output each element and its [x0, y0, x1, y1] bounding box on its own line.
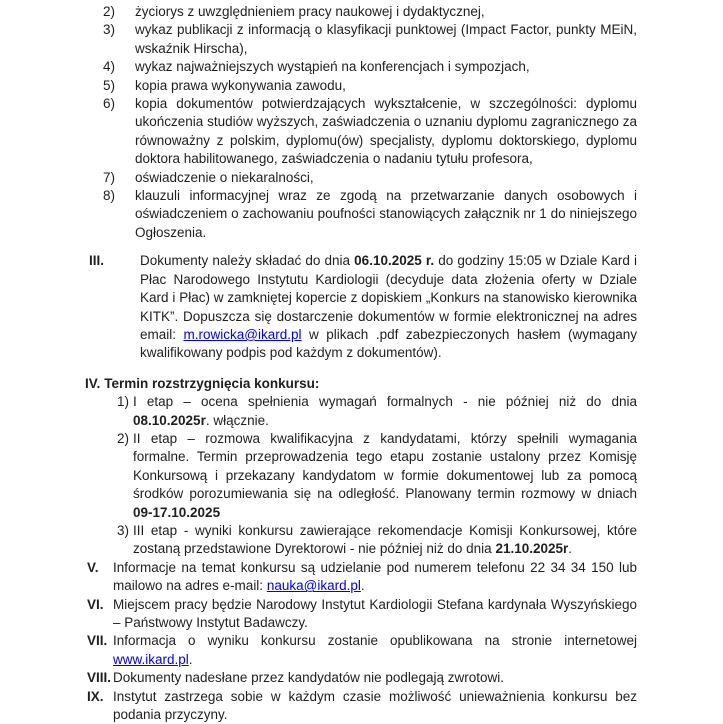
item-number: 4) [103, 59, 116, 75]
stage-number: 1) [117, 394, 130, 410]
stage-text [133, 393, 637, 430]
list-item-3 [103, 21, 637, 58]
section-text: Dokumenty nadesłane przez kandydatów nie podlegają zwrotowi. [113, 670, 504, 686]
section-marker: III. [89, 253, 105, 269]
stage-item-3 [117, 522, 637, 559]
item-number: 7) [103, 169, 116, 185]
section-iv-resolution [85, 375, 637, 559]
section-text: Instytut zastrzega sobie w każdym czasie możliwość unieważnienia konkursu bez podania przyczyny. [113, 688, 637, 723]
item-text: życiorys z uwzględnieniem pracy naukowej i dydaktycznej, [135, 4, 485, 19]
stage-text [133, 522, 637, 559]
list-item-6 [103, 95, 637, 169]
stage-number: 3) [117, 522, 130, 538]
stage-item-1 [117, 393, 637, 430]
email-link[interactable]: m.rowicka@ikard.pl [183, 326, 302, 342]
section-marker: V. [87, 559, 99, 575]
section-marker: IV. [85, 375, 101, 391]
stage-number: 2) [117, 430, 130, 446]
list-item-2 [103, 3, 637, 21]
text-segment: do godziny 15:05 w Dziale Kard i Płac Narodowego Instytutu Kardiologii (decyduje data złożenia oferty w Dziale Kard i Płac) w zamkniętej kopercie z dopiskiem „Konkurs na stanowisko kierownika KITK”. Dopuszcza się dostarczenie dokumentów w formie elektronicznej na adres email: [140, 253, 637, 342]
section-viii-no-return [87, 669, 637, 687]
section-iii-submission [89, 252, 637, 362]
text-segment: I etap – ocena spełnienia wymagań formalnych - nie później niż do dnia [133, 394, 637, 410]
text-segment: . [568, 541, 573, 557]
section-v-contact [87, 559, 637, 596]
text-segment: . włącznie. [205, 412, 269, 428]
section-text: Miejscem pracy będzie Narodowy Instytut Kardiologii Stefana kardynała Wyszyńskiego – Państwowy Instytut Badawczy. [113, 596, 637, 630]
section-text [113, 632, 637, 669]
item-number: 8) [103, 188, 116, 204]
stages-list [117, 393, 637, 559]
section-marker: VII. [87, 633, 108, 649]
email-link[interactable]: nauka@ikard.pl [266, 578, 361, 594]
item-text: kopia prawa wykonywania zawodu, [135, 77, 346, 93]
text-segment: w plikach .pdf zabezpieczonych hasłem (wymagany kwalifikowany podpis pod każdym z dokumentów). [140, 326, 637, 361]
stage-date: 08.10.2025r [133, 412, 206, 428]
text-segment: II etap – rozmowa kwalifikacyjna z kandydatami, którzy spełnili wymagania formalne. Termin przeprowadzenia tego etapu zostanie ustalony przez Komisję Konkursową i przekazany kandydatom w formie dokumentowej lub za pomocą środków porozumiewania się na odległość. Planowany termin rozmowy w dniach [133, 430, 637, 502]
text-segment: Dokumenty należy składać do dnia [140, 253, 355, 269]
section-iv-heading-row [85, 375, 637, 393]
section-vii-results [87, 632, 637, 669]
item-text: wykaz najważniejszych wystąpień na konferencjach i sympozjach, [135, 59, 530, 75]
section-ix-cancellation [87, 688, 637, 724]
website-link[interactable]: www.ikard.pl [113, 651, 189, 667]
required-documents-list [103, 3, 637, 242]
list-item-4 [103, 58, 637, 76]
section-heading: Termin rozstrzygnięcia konkursu: [104, 375, 320, 391]
text-segment: . [188, 651, 193, 667]
list-item-7 [103, 169, 637, 187]
item-text: kopia dokumentów potwierdzających wykształcenie, w szczególności: dyplomu ukończenia studiów wyższych, zaświadczenia o uznaniu dyplomu zagranicznego za równoważny z polskim, dyplomu(ów) specjalisty, dyplomu doktorskiego, dyplomu doktora habilitowanego, zaświadczenia o nadaniu tytułu profesora, [135, 96, 637, 167]
section-text [140, 252, 637, 362]
section-marker: VIII. [87, 670, 112, 686]
deadline-date: 06.10.2025 r. [354, 253, 435, 269]
item-text: klauzuli informacyjnej wraz ze zgodą na przetwarzanie danych osobowych i oświadczeniem o zachowaniu poufności stanowiących załącznik nr 1 do niniejszego Ogłoszenia. [135, 188, 637, 240]
stage-text [133, 430, 637, 522]
item-text: oświadczenie o niekaralności, [135, 169, 314, 185]
item-number: 6) [103, 96, 116, 112]
list-item-5 [103, 77, 637, 95]
section-text [113, 559, 637, 596]
stage-date: 21.10.2025r [495, 541, 569, 557]
list-item-8 [103, 187, 637, 242]
text-segment: III etap - wyniki konkursu zawierające rekomendacje Komisji Konkursowej, które zostaną przedstawione Dyrektorowi - nie później niż do dnia [133, 522, 637, 557]
item-text: wykaz publikacji z informacją o klasyfikacji punktowej (Impact Factor, punkty MEiN, wskaźnik Hirscha), [135, 22, 637, 56]
section-marker: VI. [87, 596, 104, 612]
section-vi-workplace [87, 596, 637, 633]
text-segment: . [360, 578, 365, 594]
text-segment: Informacja o wyniku konkursu zostanie opublikowana na stronie internetowej [113, 633, 637, 649]
text-segment: Informacje na temat konkursu są udzielanie pod numerem telefonu 22 34 34 150 lub mailowo na adres e-mail: [113, 559, 637, 594]
stage-date: 09-17.10.2025 [133, 504, 221, 520]
item-number: 5) [103, 77, 116, 93]
section-marker: IX. [87, 688, 104, 704]
item-number: 2) [103, 4, 116, 19]
item-number: 3) [103, 22, 116, 38]
stage-item-2 [117, 430, 637, 522]
